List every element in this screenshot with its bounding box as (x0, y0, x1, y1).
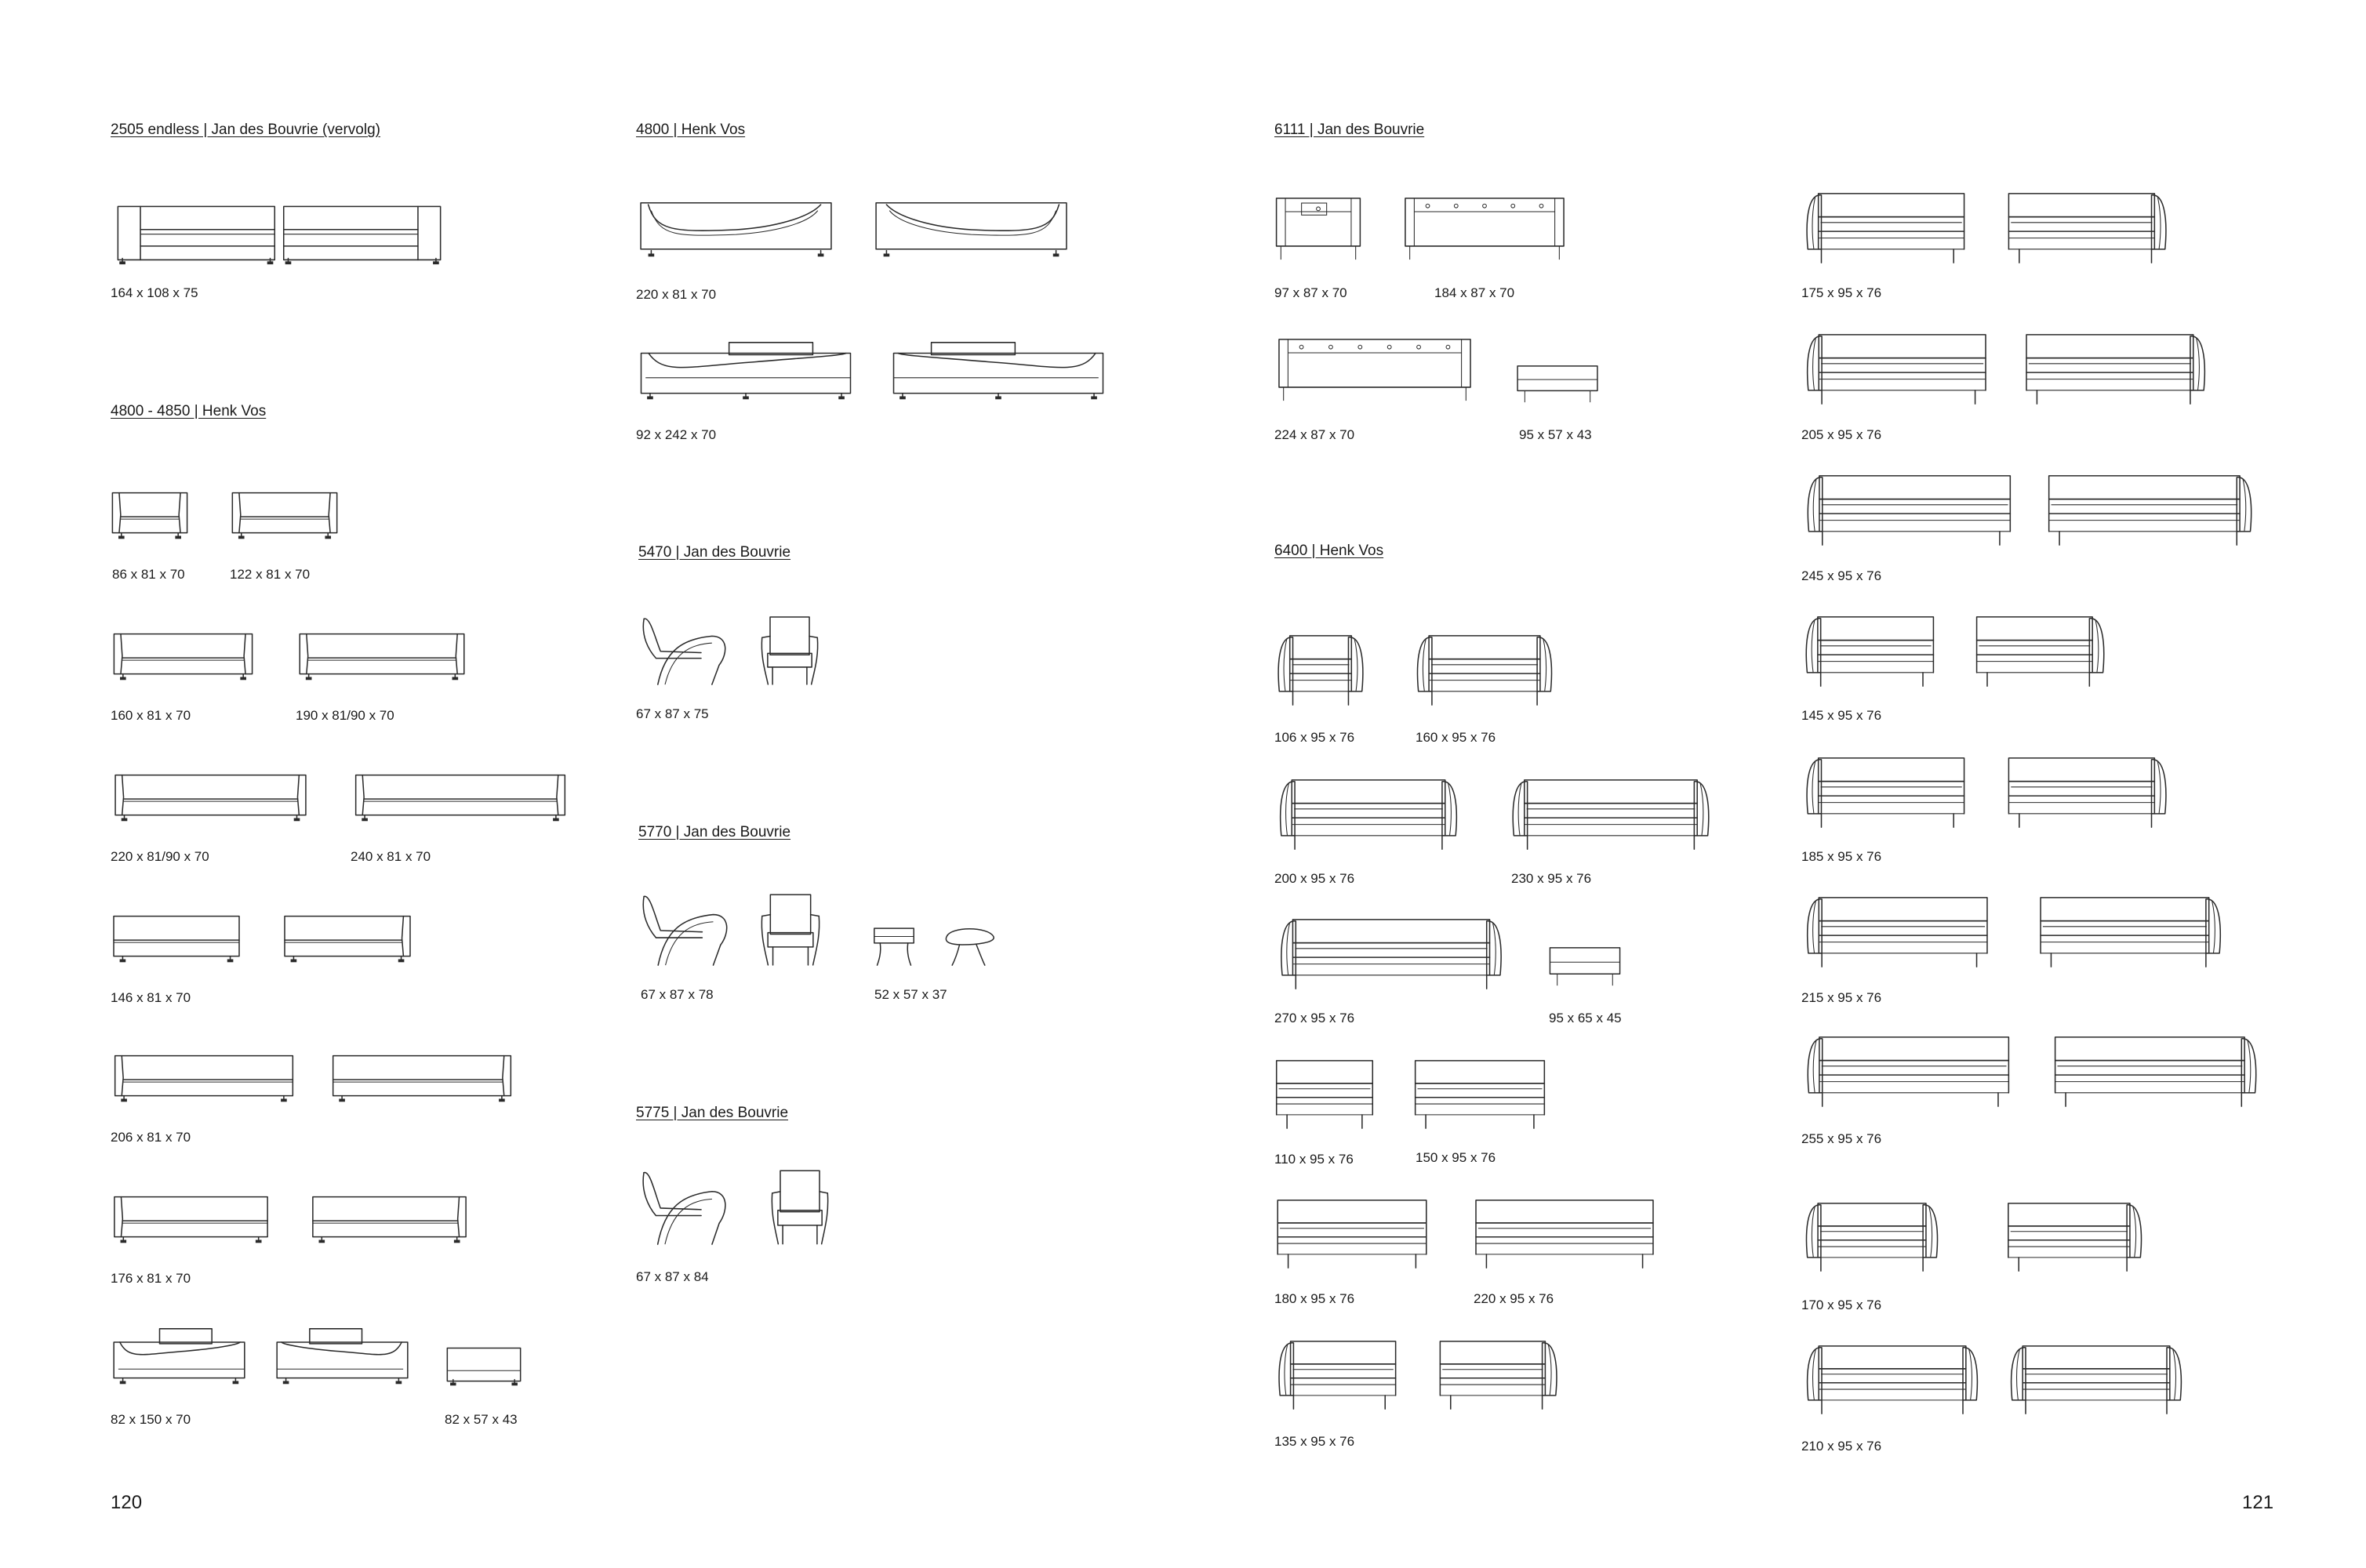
dimension-label: 205 x 95 x 76 (1801, 427, 1882, 442)
dimension-label: 270 x 95 x 76 (1274, 1011, 1355, 1025)
sofa-drawing (111, 763, 311, 826)
hocker-drawing (445, 1345, 523, 1388)
heading-4800-4850: 4800 - 4850 | Henk Vos (111, 403, 267, 419)
dimension-label: 150 x 95 x 76 (1416, 1150, 1496, 1165)
dimension-label: 176 x 81 x 70 (111, 1271, 191, 1286)
dimension-label: 110 x 95 x 76 (1274, 1152, 1354, 1167)
dimension-label: 224 x 87 x 70 (1274, 427, 1355, 442)
lounge-chair-front-drawing (758, 891, 823, 967)
lounge-chair-side-drawing (636, 1167, 730, 1246)
sofa-element-drawing (2051, 1036, 2262, 1108)
dimension-label: 220 x 95 x 76 (1474, 1291, 1554, 1306)
dimension-label: 146 x 81 x 70 (111, 990, 191, 1005)
sofa-4800-drawing (871, 198, 1071, 261)
dimension-label: 67 x 87 x 78 (641, 987, 714, 1002)
footstool-side-drawing (942, 923, 998, 967)
sofa-element-drawing (329, 1044, 515, 1106)
dimension-label: 206 x 81 x 70 (111, 1130, 191, 1145)
dimension-label: 230 x 95 x 76 (1511, 871, 1592, 886)
dimension-label: 82 x 57 x 43 (445, 1412, 518, 1427)
dimension-label: 215 x 95 x 76 (1801, 990, 1882, 1005)
chaise-4800-drawing (889, 339, 1108, 404)
dimension-label: 184 x 87 x 70 (1434, 285, 1515, 300)
heading-5470: 5470 | Jan des Bouvrie (638, 544, 791, 561)
lounge-chair-front-drawing (768, 1167, 832, 1246)
sofa-element-drawing (1801, 1036, 2013, 1108)
sofa-4800-drawing (636, 198, 836, 261)
hocker-6111-drawing (1514, 365, 1601, 404)
sofa-element-6400-drawing (1274, 1059, 1375, 1130)
dimension-label: 200 x 95 x 76 (1274, 871, 1355, 886)
dimension-label: 97 x 87 x 70 (1274, 285, 1347, 300)
corner-element-drawing (2005, 1202, 2146, 1272)
sofa-element-drawing (2044, 474, 2258, 546)
dimension-label: 92 x 242 x 70 (636, 427, 717, 442)
sofa-element-drawing (111, 1185, 271, 1247)
cabinet-6111-drawing (1274, 197, 1362, 261)
dimension-label: 135 x 95 x 76 (1274, 1434, 1355, 1449)
sofa-6400-drawing (1506, 779, 1715, 851)
dimension-label: 164 x 108 x 75 (111, 285, 198, 300)
sofa-drawing (296, 622, 468, 684)
sofa-element-6400-drawing (1437, 1340, 1561, 1410)
dimension-label: 95 x 65 x 45 (1549, 1011, 1622, 1025)
sofa-6400-drawing (1801, 1202, 1943, 1272)
armchair-drawing (111, 481, 189, 543)
dimension-label: 220 x 81 x 70 (636, 287, 717, 302)
dimension-label: 190 x 81/90 x 70 (296, 708, 394, 723)
sofa-6111-drawing (1401, 197, 1568, 261)
lounge-chair-side-drawing (636, 891, 732, 967)
sofa-element-drawing (1801, 333, 1990, 405)
sofa-drawing (111, 622, 256, 684)
sofa-drawing (351, 763, 570, 826)
chaise-longue-drawing (111, 1326, 248, 1388)
dimension-label: 52 x 57 x 37 (874, 987, 947, 1002)
lounge-chair-front-drawing (758, 614, 822, 686)
sofa-2505-endless-drawing (111, 198, 448, 267)
dimension-label: 185 x 95 x 76 (1801, 849, 1882, 864)
sofa-element-6400-drawing (1274, 1340, 1398, 1410)
sofa-6400-drawing (1274, 779, 1463, 851)
sofa-6400-drawing (1801, 1345, 1983, 1415)
heading-5775: 5775 | Jan des Bouvrie (636, 1105, 789, 1121)
chaise-longue-drawing (274, 1326, 411, 1388)
dimension-label: 240 x 81 x 70 (351, 849, 431, 864)
sofa-element-drawing (111, 1044, 297, 1106)
dimension-label: 95 x 57 x 43 (1519, 427, 1592, 442)
sofa-6400-drawing (2005, 1345, 2187, 1415)
footstool-drawing (871, 923, 917, 967)
dimension-label: 67 x 87 x 75 (636, 706, 709, 721)
lounge-chair-side-drawing (636, 614, 730, 686)
dimension-label: 160 x 81 x 70 (111, 708, 191, 723)
heading-4800: 4800 | Henk Vos (636, 122, 746, 138)
dimension-label: 170 x 95 x 76 (1801, 1298, 1882, 1312)
dimension-label: 106 x 95 x 76 (1274, 730, 1355, 745)
sofa-element-drawing (2023, 333, 2211, 405)
dimension-label: 210 x 95 x 76 (1801, 1439, 1882, 1454)
dimension-label: 145 x 95 x 76 (1801, 708, 1882, 723)
sofa-element-6400-drawing (1412, 1059, 1547, 1130)
dimension-label: 160 x 95 x 76 (1416, 730, 1496, 745)
sofa-6400-drawing (1274, 918, 1508, 990)
page-number-left: 120 (111, 1492, 143, 1513)
dimension-label: 86 x 81 x 70 (112, 567, 185, 582)
dimension-label: 180 x 95 x 76 (1274, 1291, 1355, 1306)
sofa-element-6400-drawing (1274, 1199, 1430, 1269)
sofa-element-drawing (2005, 757, 2172, 829)
sofa-element-drawing (282, 904, 413, 967)
sofa-6400-drawing (1412, 634, 1557, 706)
sofa-element-drawing (111, 904, 242, 967)
sofa-element-drawing (2037, 896, 2226, 968)
sofa-element-drawing (1801, 474, 2015, 546)
heading-6111: 6111 | Jan des Bouvrie (1274, 122, 1425, 138)
heading-2505: 2505 endless | Jan des Bouvrie (vervolg) (111, 122, 380, 138)
sofa-element-drawing (1801, 757, 1968, 829)
heading-6400: 6400 | Henk Vos (1274, 543, 1384, 559)
armchair-6400-drawing (1274, 634, 1367, 706)
dimension-label: 255 x 95 x 76 (1801, 1131, 1882, 1146)
page-number-right: 121 (2242, 1492, 2274, 1513)
sofa-element-drawing (1801, 192, 1968, 264)
hocker-6400-drawing (1547, 946, 1623, 987)
corner-element-drawing (1974, 615, 2109, 688)
dimension-label: 122 x 81 x 70 (230, 567, 311, 582)
dimension-label: 245 x 95 x 76 (1801, 568, 1882, 583)
sofa-element-drawing (1801, 896, 1991, 968)
sofa-6111-drawing (1274, 338, 1475, 402)
sofa-element-6400-drawing (1472, 1199, 1657, 1269)
corner-element-drawing (1801, 615, 1936, 688)
sofa-drawing (230, 481, 340, 543)
dimension-label: 175 x 95 x 76 (1801, 285, 1882, 300)
dimension-label: 82 x 150 x 70 (111, 1412, 191, 1427)
chaise-4800-drawing (636, 339, 856, 404)
dimension-label: 220 x 81/90 x 70 (111, 849, 209, 864)
heading-5770: 5770 | Jan des Bouvrie (638, 824, 791, 840)
sofa-element-drawing (2005, 192, 2172, 264)
dimension-label: 67 x 87 x 84 (636, 1269, 709, 1284)
sofa-element-drawing (309, 1185, 470, 1247)
